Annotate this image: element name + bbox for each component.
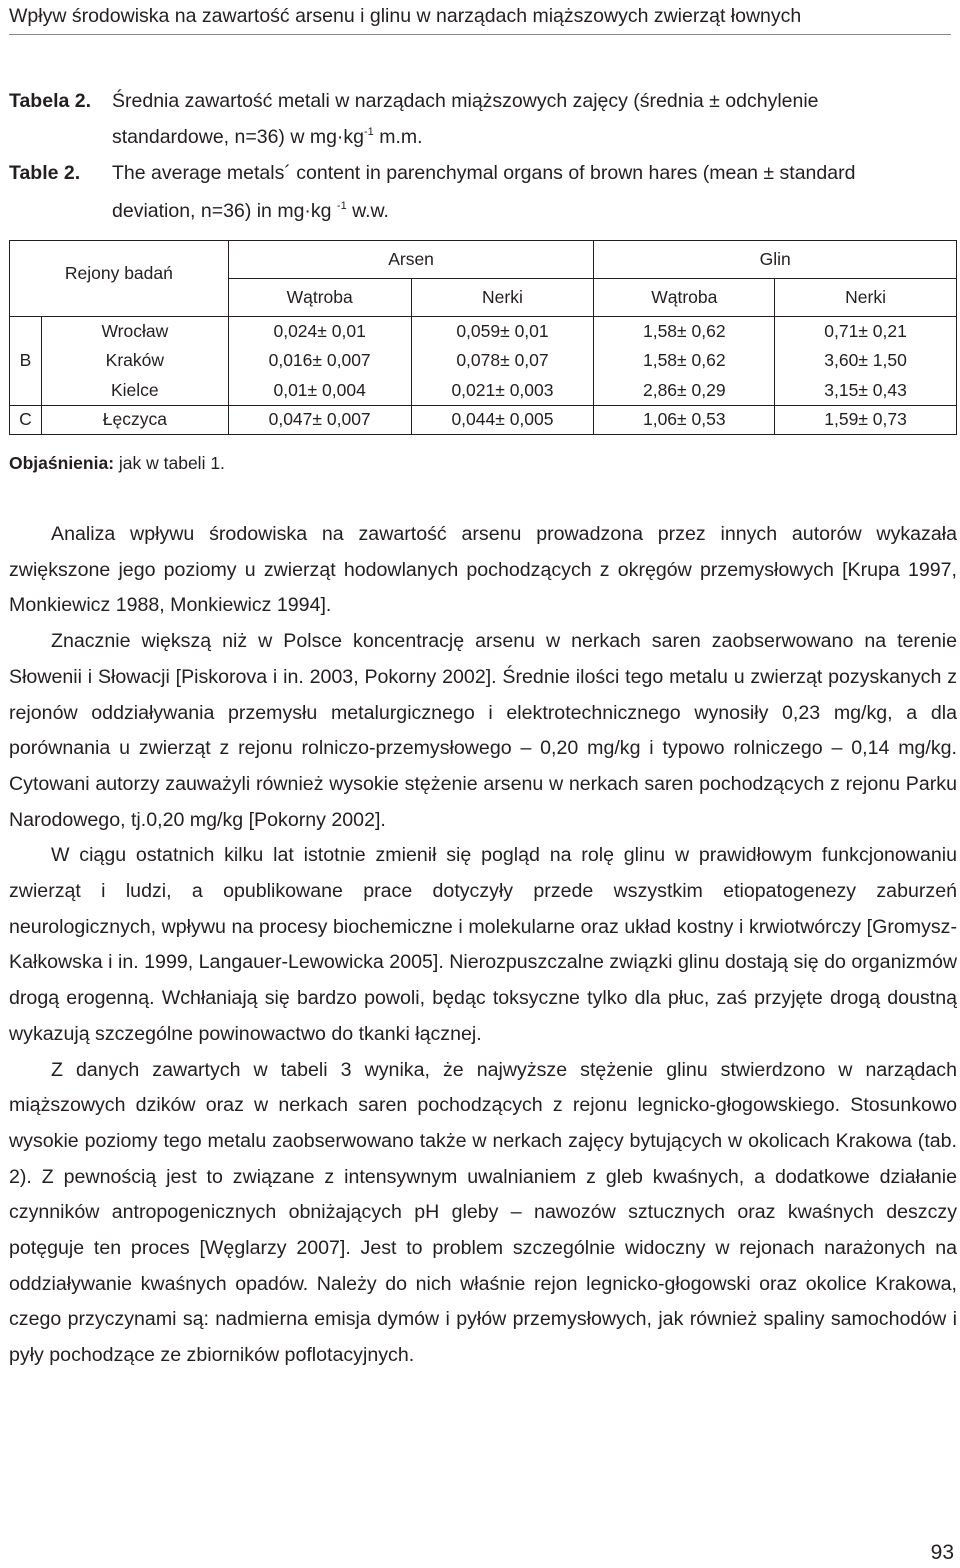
paragraph: W ciągu ostatnich kilku lat istotnie zmienił się pogląd na rolę glinu w prawidłowym funkcjonowaniu zwierząt i ludzi, a opublikowane prace dotyczyły przede wszystkim etiopatogenezy zaburzeń neurologicznych, wpływu na procesy biochemiczne i molekularne oraz układ kostny i krwiotwórczy [Gromysz-Kałkowska i in. 1999, Langauer-Lewowicka 2005]. Nierozpuszczalne związki glinu dostają się do organizmów drogą erogenną. Wchłaniają się bardzo powoli, będąc toksyczne tylko dla płuc, zaś przyjęte drogą doustną wykazują szczególne powinowactwo do tkanki łącznej.: [9, 844, 957, 1045]
metals-table: [9, 240, 957, 435]
header-region: Rejony badań: [10, 241, 229, 317]
caption-pl-basis: m.m.: [373, 126, 423, 148]
table-row: [10, 346, 957, 376]
caption-pl-sup: -1: [364, 126, 374, 138]
glin-kidney-cell: 1,59± 0,73: [775, 405, 957, 435]
arsen-liver-cell: 0,01± 0,004: [228, 376, 411, 406]
arsen-kidney-cell: 0,078± 0,07: [411, 346, 594, 376]
arsen-liver-cell: 0,016± 0,007: [228, 346, 411, 376]
table-header-row-1: [10, 241, 957, 279]
caption-en-unit: deviation, n=36) in mg·kg: [112, 200, 337, 222]
table-row: [10, 405, 957, 435]
caption-pl-unit: standardowe, n=36) w mg·kg: [112, 126, 365, 148]
header-rule: [9, 34, 951, 35]
region-cell: Wrocław: [41, 317, 228, 347]
table-row: [10, 376, 957, 406]
arsen-liver-cell: 0,047± 0,007: [228, 405, 411, 435]
glin-liver-cell: 1,06± 0,53: [594, 405, 775, 435]
arsen-kidney-cell: 0,021± 0,003: [411, 376, 594, 406]
table-row: [10, 317, 957, 347]
caption-en-basis: w.w.: [346, 200, 389, 222]
arsen-kidney-cell: 0,044± 0,005: [411, 405, 594, 435]
header-arsen: Arsen: [228, 241, 594, 279]
arsen-kidney-cell: 0,059± 0,01: [411, 317, 594, 347]
paragraph: Z danych zawartych w tabeli 3 wynika, że najwyższe stężenie glinu stwierdzono w narządach miąższowych dzików oraz w nerkach saren pochodzących z rejonu legnicko-głogowskiego. Stosunkowo wysokie poziomy tego metalu zaobserwowano także w nerkach zajęcy bytujących w okolicach Krakowa (tab. 2). Z pewnością jest to związane z intensywnym uwalnianiem z gleb kwaśnych, a dodatkowe działanie czynników antropogenicznych obniżających pH gleby – nawozów sztucznych oraz kwaśnych deszczy potęguje ten proces [Węglarzy 2007]. Jest to problem szczególnie widoczny w rejonach narażonych na oddziaływanie kwaśnych opadów. Należy do nich właśnie rejon legnicko-głogowski oraz okolice Krakowa, czego przyczynami są: nadmierna emisja dymów i pyłów przemysłowych, jak również spaliny samochodów i pyły pochodzące ze zbiorników poflotacyjnych.: [9, 1058, 957, 1367]
glin-liver-cell: 2,86± 0,29: [594, 376, 775, 406]
header-glin-liver: Wątroba: [594, 279, 775, 317]
paragraph: Znacznie większą niż w Polsce koncentrację arsenu w nerkach saren zaobserwowano na terenie Słowenii i Słowacji [Piskorova i in. 2003, Pokorny 2002]. Średnie ilości tego metalu u zwierząt pozyskanych z rejonów oddziaływania przemysłu metalurgicznego i elektrotechnicznego wynosiły 0,23 mg/kg, a dla porównania u zwierząt z rejonu rolniczo-przemysłowego – 0,20 mg/kg i typowo rolniczego – 0,14 mg/kg. Cytowani autorzy zauważyli również wysokie stężenie arsenu w nerkach saren pochodzących z rejonu Parku Narodowego, tj.0,20 mg/kg [Pokorny 2002].: [9, 630, 957, 831]
caption-text-en-line2: [112, 199, 389, 223]
note-label: Objaśnienia:: [9, 453, 115, 473]
paragraph: Analiza wpływu środowiska na zawartość arsenu prowadzona przez innych autorów wykazała zwiększone jego poziomy u zwierząt hodowlanych pochodzących z okręgów przemysłowych [Krupa 1997, Monkiewicz 1988, Monkiewicz 1994].: [9, 523, 957, 617]
header-glin: Glin: [594, 241, 957, 279]
region-cell: Kraków: [41, 346, 228, 376]
glin-kidney-cell: 0,71± 0,21: [775, 317, 957, 347]
note-text: jak w tabeli 1.: [114, 453, 225, 473]
arsen-liver-cell: 0,024± 0,01: [228, 317, 411, 347]
page-number: 93: [930, 1541, 954, 1564]
caption-text-pl: Średnia zawartość metali w narządach miąższowych zajęcy (średnia ± odchylenie: [112, 90, 819, 112]
group-label-b: B: [10, 317, 42, 406]
caption-label-pl: Tabela 2.: [9, 90, 92, 112]
group-label-c: C: [10, 405, 42, 435]
caption-text-en: The average metals´ content in parenchymal organs of brown hares (mean ± standard: [112, 162, 856, 184]
body-text: [9, 517, 957, 1374]
running-head: Wpływ środowiska na zawartość arsenu i glinu w narządach miąższowych zwierząt łownych: [9, 5, 802, 27]
caption-text-pl-line2: [112, 125, 423, 149]
region-cell: Kielce: [41, 376, 228, 406]
glin-kidney-cell: 3,60± 1,50: [775, 346, 957, 376]
header-arsen-kidney: Nerki: [411, 279, 594, 317]
region-cell: Łęczyca: [41, 405, 228, 435]
header-glin-kidney: Nerki: [775, 279, 957, 317]
glin-liver-cell: 1,58± 0,62: [594, 346, 775, 376]
caption-en-sup: -1: [336, 200, 347, 212]
glin-liver-cell: 1,58± 0,62: [594, 317, 775, 347]
table-note: [9, 452, 225, 474]
caption-label-en: Table 2.: [9, 162, 81, 184]
header-arsen-liver: Wątroba: [228, 279, 411, 317]
glin-kidney-cell: 3,15± 0,43: [775, 376, 957, 406]
